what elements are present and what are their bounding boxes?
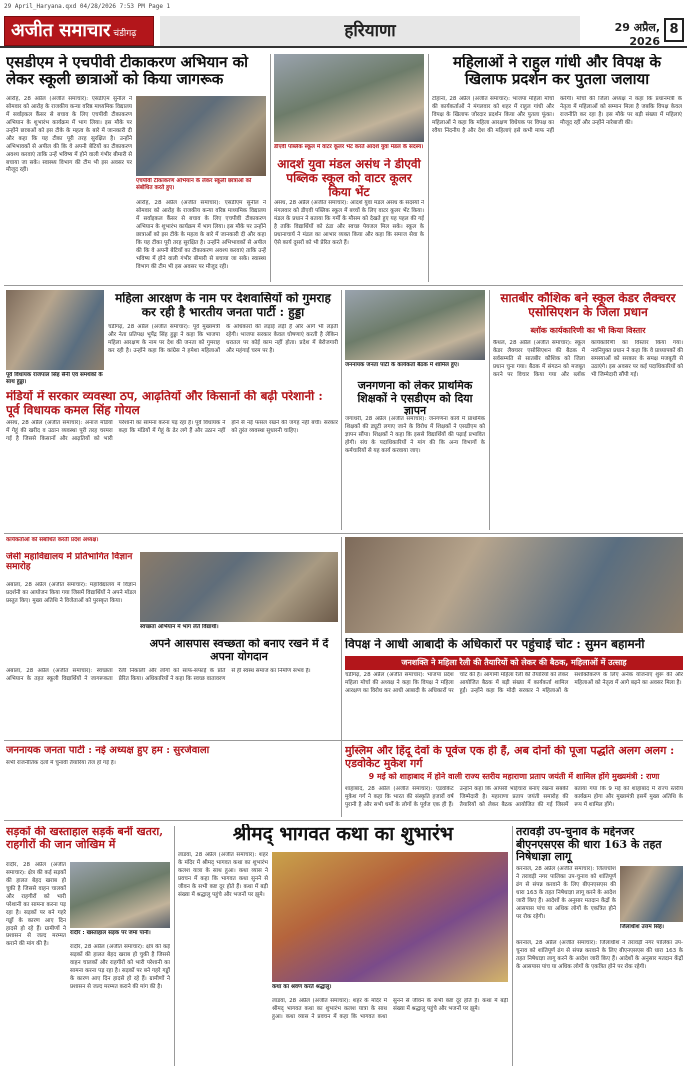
divider [174, 826, 175, 1066]
headline-a15: तरावड़ी उप-चुनाव के मद्देनजर बीएनएसएस की धारा 163 के तहत निषेधाज्ञा लागू [516, 826, 662, 864]
headline-a2: महिलाओं ने राहुल गांधी और विपक्ष के खिलाफ प्रदर्शन कर पुतला जलाया [453, 54, 661, 89]
photo-a10 [140, 552, 338, 622]
body-a6: कैथल, 28 अप्रैल (अजीत समाचार): स्कूल केडर लैक्चरर एसोसिएशन की बैठक में सर्वसम्मति से सातबीर कौशिक को जिला प्रधान चुना गया। बैठक में संगठन को मजबूत करने पर विचार किया गया और ब्लॉक कार्यकारिणी का विस्तार किया गया। नवनियुक्त प्रधान ने कहा कि वे प्राध्यापकों की समस्याओं को सरकार के समक्ष मजबूती से उठाएंगे। इस अवसर पर कई पदाधिकारियों को भी जिम्मेदारी सौंपी गई। [493, 340, 683, 378]
caption-a1: एचपीवी टीकाकरण अभियान के लेकर स्कूली छात्राओं को संबोधित करते हुए। [136, 178, 252, 192]
body-a13: रादौर, 28 अप्रैल (अजीत समाचार): क्षेत्र की कई सड़कों की हालत बेहद खराब हो चुकी है जिससे वाहन चालकों और राहगीरों को भारी परेशानी का सामना करना पड़ रहा है। सड़कों पर बने गहरे गड्ढों के कारण आए दिन हादसे हो रहे हैं। ग्रामीणों ने प्रशासन से जल्द मरम्मत कराने की मांग की है। [6, 862, 66, 948]
headline-a3: आदर्श युवा मंडल असंध ने डीएवी पब्लिक स्कूल को वाटर कूलर किया भेंट [277, 158, 421, 199]
divider [270, 54, 271, 282]
masthead [0, 14, 687, 48]
headline-a7: जननायक जनता पार्टी : नई अध्यक्ष हुए हम : सुरजेवाला [6, 745, 210, 756]
body-a4: चंडीगढ़, 28 अप्रैल (अजीत समाचार): पूर्व मुख्यमंत्री और नेता प्रतिपक्ष भूपेंद्र सिंह हुड्डा ने कहा कि भाजपा महिला आरक्षण के नाम पर देश की जनता को गुमराह कर रही है। उन्होंने कहा कि कांग्रेस ने हमेशा महिलाओं के अधिकारों की लड़ाई लड़ी है और आगे भी लड़ती रहेगी। भाजपा सरकार केवल घोषणाएं करती है लेकिन धरातल पर कोई काम नहीं होता। प्रदेश में बेरोजगारी और महंगाई चरम पर है। [108, 324, 338, 354]
newspaper-logo [4, 16, 154, 46]
headline-a4: महिला आरक्षण के नाम पर देशवासियों को गुमराह कर रही है भारतीय जनता पार्टी : हुड्डा [115, 292, 331, 319]
body-a14-cont: लाडवा, 28 अप्रैल (अजीत समाचार): शहर के मंदिर में श्रीमद् भागवत कथा का शुभारंभ कलश यात्रा के साथ हुआ। कथा व्यास ने प्रवचन में कहा कि भागवत कथा सुनने से जीवन के सभी कष्ट दूर होते हैं। कथा में बड़ी संख्या में श्रद्धालु पहुंचे और भजनों पर झूमे। [272, 998, 508, 1020]
divider [341, 290, 342, 530]
body-a15-cont: करनाल, 28 अप्रैल (अजीत समाचार): जिलाधीश ने तरावड़ी नगर पालिका उप-चुनाव को शांतिपूर्ण ढंग से संपन्न करवाने के लिए बीएनएसएस की धारा 163 के तहत निषेधाज्ञा लागू करने के आदेश जारी किए हैं। आदेशों के अनुसार मतदान केंद्रों के आसपास पांच या अधिक लोगों के एकत्रित होने पर रोक रहेगी। [516, 940, 683, 970]
caption-a3: डीएवी पब्लिक स्कूल में वाटर कूलर भेंट करते आदर्श युवा मंडल के सदस्य। [274, 144, 424, 150]
caption-a4: पूर्व विधायक राजपाल सिंह सैनी एवं समर्थकों के साथ हुड्डा। [6, 372, 103, 386]
body-a2: टोहाना, 28 अप्रैल (अजीत समाचार): भाजपा महिला मोर्चा की कार्यकर्ताओं ने मंगलवार को शहर में राहुल गांधी और विपक्ष के खिलाफ जोरदार प्रदर्शन किया और पुतला फूंका। महिलाओं ने कहा कि महिला आरक्षण विधेयक पर विपक्ष का रवैया निंदनीय है और देश की महिलाएं इसे कभी माफ नहीं करेंगी। मोर्चा की जिला अध्यक्ष ने कहा कि प्रधानमंत्री के नेतृत्व में महिलाओं को सम्मान मिला है जबकि विपक्ष केवल राजनीति कर रहा है। इस मौके पर बड़ी संख्या में महिलाएं मौजूद रहीं और उन्होंने नारेबाजी की। [432, 96, 682, 134]
body-a8: जगाधरी, 28 अप्रैल (अजीत समाचार): जनगणना कार्य में प्राथमिक शिक्षकों की ड्यूटी लगाए जाने के विरोध में शिक्षकों ने एसडीएम को ज्ञापन सौंपा। शिक्षकों ने कहा कि इससे विद्यार्थियों की पढ़ाई प्रभावित होगी। संघ के पदाधिकारियों ने मांग की कि अन्य विभागों के कर्मचारियों से यह कार्य करवाया जाए। [345, 416, 485, 454]
divider [428, 54, 429, 282]
divider [4, 285, 683, 286]
divider [512, 826, 513, 1066]
photo-a15 [620, 866, 683, 922]
divider [4, 820, 683, 821]
headline-a5: मंडियों में सरकार व्यवस्था ठप, आढ़तियों और किसानों की बढ़ी परेशानी : पूर्व विधायक कमल सिंह गोयल [6, 390, 323, 417]
body-a5: असंध, 28 अप्रैल (अजीत समाचार): अनाज मंडियों में गेहूं की खरीद व उठान व्यवस्था पूरी तरह चरमरा गई है जिससे किसानों और आढ़तियों को भारी परेशानी का सामना करना पड़ रहा है। पूर्व विधायक ने कहा कि मंडियों में गेहूं के ढेर लगे हैं और उठान नहीं होने से नई फसल रखने की जगह नहीं बची। सरकार को तुरंत व्यवस्था सुधारनी चाहिए। [6, 420, 338, 442]
subhead-a6: ब्लॉक कार्यकारिणी का भी किया विस्तार [530, 326, 646, 335]
photo-a11 [345, 537, 683, 633]
divider [4, 740, 683, 741]
headline-a10: अपने आसपास स्वच्छता को बनाए रखने में दें अपना योगदान [149, 638, 329, 663]
band-a11: जनशक्ति ने महिला रैली की तैयारियों को लेकर की बैठक, महिलाओं में उत्साह [345, 656, 683, 670]
headline-a1: एसडीएम ने एचपीवी टीकाकरण अभियान को लेकर स्कूली छात्राओं को किया जागरूक [6, 54, 249, 89]
headline-a6: सातबीर कौशिक बने स्कूल केडर लैक्चरर एसोसिएशन के जिला प्रधान [500, 292, 676, 319]
body-a14: लाडवा, 28 अप्रैल (अजीत समाचार): शहर के मंदिर में श्रीमद् भागवत कथा का शुभारंभ कलश यात्रा के साथ हुआ। कथा व्यास ने प्रवचन में कहा कि भागवत कथा सुनने से जीवन के सभी कष्ट दूर होते हैं। कथा में बड़ी संख्या में श्रद्धालु पहुंचे और भजनों पर झूमे। [178, 852, 268, 898]
photo-a13 [70, 862, 170, 928]
logo-text: अजीत समाचार [11, 20, 111, 41]
body-a3: असंध, 28 अप्रैल (अजीत समाचार): आदर्श युवा मंडल असंध के सदस्यों ने मंगलवार को डीएवी पब्लिक स्कूल में बच्चों के लिए वाटर कूलर भेंट किया। मंडल के प्रधान ने बताया कि गर्मी के मौसम को देखते हुए यह पहल की गई है ताकि विद्यार्थियों को ठंडा और स्वच्छ पेयजल मिल सके। स्कूल के प्रधानाचार्य ने मंडल का आभार व्यक्त किया और कहा कि समाज सेवा के ऐसे कार्य दूसरों को भी प्रेरित करते हैं। [274, 200, 424, 246]
headline-a11: विपक्ष ने आधी आबादी के अधिकारों पर पहुंचाई चोट : सुमन बहामनी [345, 638, 645, 651]
logo-city: चंडीगढ़ [113, 29, 137, 39]
body-a9: अंबाला, 28 अप्रैल (अजीत समाचार): महाविद्यालय में विज्ञान प्रदर्शनी का आयोजन किया गया जिसमें विद्यार्थियों ने अपने मॉडल प्रस्तुत किए। मुख्य अतिथि ने विजेताओं को पुरस्कृत किया। [6, 582, 136, 604]
subhead-a12: 9 मई को शाहाबाद में होने वाली राज्य स्तरीय महाराणा प्रताप जयंती में शामिल होंगे मुख्यमंत्री : राणा [368, 772, 660, 781]
divider [4, 533, 683, 534]
headline-a14: श्रीमद् भागवत कथा का शुभारंभ [232, 824, 454, 845]
headline-a9: जेसी महाविद्यालय में प्रतिभागित विज्ञान समारोह [6, 552, 133, 573]
photo-a8 [345, 290, 485, 360]
body-a12: शाहाबाद, 28 अप्रैल (अजीत समाचार): एडवोकेट मुकेश गर्ग ने कहा कि भारत की संस्कृति हजारों वर्ष पुरानी है और सभी धर्मों के लोगों के पूर्वज एक ही हैं। उन्होंने कहा कि आपसी भाईचारा बनाए रखना सबकी जिम्मेदारी है। महाराणा प्रताप जयंती समारोह की तैयारियों को लेकर बैठक आयोजित की गई जिसमें बताया गया कि 9 मई को शाहाबाद में राज्य स्तरीय कार्यक्रम होगा और मुख्यमंत्री इसमें मुख्य अतिथि के रूप में शामिल होंगे। [345, 786, 683, 808]
photo-a3 [274, 54, 424, 142]
caption-a8: जननायक जनता पार्टी के कार्यकर्ता बैठक में शामिल हुए। [345, 362, 460, 368]
body-a7: सभी राजनीतिक दलों में चुनावी तैयारियां तेज हो गई हैं। [6, 760, 116, 766]
photo-a4 [6, 290, 104, 370]
section-title: हरियाणा [160, 16, 580, 46]
body-a15: करनाल, 28 अप्रैल (अजीत समाचार): जिलाधीश ने तरावड़ी नगर पालिका उप-चुनाव को शांतिपूर्ण ढंग से संपन्न करवाने के लिए बीएनएसएस की धारा 163 के तहत निषेधाज्ञा लागू करने के आदेश जारी किए हैं। आदेशों के अनुसार मतदान केंद्रों के आसपास पांच या अधिक लोगों के एकत्रित होने पर रोक रहेगी। [516, 866, 616, 920]
headline-a12: मुस्लिम और हिंदू देवों के पूर्वज एक ही हैं, अब दोनों की पूजा पद्धति अलग अलग : एडवोकेट मुकेश गर्ग [345, 745, 675, 770]
caption-a11: कार्यकर्ताओं को संबोधित करती प्रदेश अध्यक्ष। [6, 537, 99, 543]
photo-a1 [136, 96, 266, 176]
caption-a13: रादौर : खस्ताहाल सड़क पर जमा पानी। [70, 930, 151, 936]
caption-a15: जिलाधीश उत्तम सिंह। [620, 924, 665, 930]
caption-a14: कथा का श्रवण करते श्रद्धालु। [272, 984, 332, 990]
caption-a10: स्वच्छता अभियान में भाग लेते विद्यार्थी। [140, 624, 219, 630]
issue-date: 29 अप्रैल, 2026 [614, 21, 660, 48]
body-a1: आरोह, 28 अप्रैल (अजीत समाचार): एसडीएम सुनील ने सोमवार को आरोह के राजकीय कन्या वरिष्ठ माध्यमिक विद्यालय में सर्वाइकल कैंसर से बचाव के लिए एचपीवी टीकाकरण अभियान के शुभारंभ कार्यक्रम में भाग लिया। इस मौके पर उन्होंने छात्राओं को इस टीके के महत्व के बारे में जानकारी दी और कहा कि यह टीका पूरी तरह सुरक्षित है। उन्होंने अभिभावकों से अपील की कि वे अपनी बेटियों का टीकाकरण अवश्य करवाएं ताकि उन्हें भविष्य में होने वाली गंभीर बीमारी से बचाया जा सके। स्वास्थ्य विभाग की टीम भी इस अवसर पर मौजूद रही। [6, 96, 132, 174]
headline-a13: सड़कों की खस्ताहाल सड़कें बनीं खतरा, राहगीरों की जान जोखिम में [6, 826, 164, 851]
divider [489, 290, 490, 530]
body-a13-cont: रादौर, 28 अप्रैल (अजीत समाचार): क्षेत्र की कई सड़कों की हालत बेहद खराब हो चुकी है जिससे वाहन चालकों और राहगीरों को भारी परेशानी का सामना करना पड़ रहा है। सड़कों पर बने गहरे गड्ढों के कारण आए दिन हादसे हो रहे हैं। ग्रामीणों ने प्रशासन से जल्द मरम्मत कराने की मांग की है। [70, 944, 170, 990]
print-slug: 29 April_Haryana.qxd 04/28/2026 7:53 PM Page 1 [4, 3, 171, 10]
body-a10: अंबाला, 28 अप्रैल (अजीत समाचार): स्वच्छता अभियान के तहत स्कूली विद्यार्थियों ने जागरूकता रैली निकाली और लोगों को साफ-सफाई के प्रति प्रेरित किया। अधिकारियों ने कहा कि स्वच्छ वातावरण से ही स्वस्थ समाज का निर्माण संभव है। [6, 668, 311, 682]
headline-a8: जनगणना को लेकर प्राथमिक शिक्षकों ने एसडीएम को दिया ज्ञापन [357, 380, 473, 418]
divider [341, 537, 342, 817]
page-number: 8 [664, 18, 684, 42]
body-a11: चंडीगढ़, 28 अप्रैल (अजीत समाचार): भाजपा प्रदेश महिला मोर्चा की अध्यक्ष ने कहा कि विपक्ष ने महिला आरक्षण का विरोध कर आधी आबादी के अधिकारों पर चोट की है। आगामी महिला रैली की तैयारियों को लेकर आयोजित बैठक में बड़ी संख्या में कार्यकर्ता शामिल हुईं। उन्होंने कहा कि मोदी सरकार ने महिलाओं के सशक्तिकरण के लिए अनेक योजनाएं शुरू कीं और महिलाओं को नेतृत्व में आगे बढ़ने का अवसर मिला है। [345, 672, 683, 694]
body-a1-cont: आरोह, 28 अप्रैल (अजीत समाचार): एसडीएम सुनील ने सोमवार को आरोह के राजकीय कन्या वरिष्ठ माध्यमिक विद्यालय में सर्वाइकल कैंसर से बचाव के लिए एचपीवी टीकाकरण अभियान के शुभारंभ कार्यक्रम में भाग लिया। इस मौके पर उन्होंने छात्राओं को इस टीके के महत्व के बारे में जानकारी दी और कहा कि यह टीका पूरी तरह सुरक्षित है। उन्होंने अभिभावकों से अपील की कि वे अपनी बेटियों का टीकाकरण अवश्य करवाएं ताकि उन्हें भविष्य में होने वाली गंभीर बीमारी से बचाया जा सके। स्वास्थ्य विभाग की टीम भी इस अवसर पर मौजूद रही। [136, 200, 266, 270]
photo-a14 [272, 852, 508, 982]
